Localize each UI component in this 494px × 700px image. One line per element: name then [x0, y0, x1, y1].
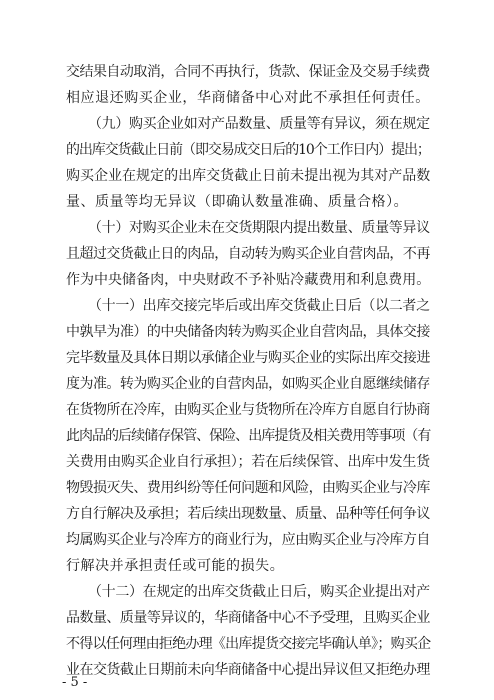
paragraph-line: 完毕数量及具体日期以承储企业与购买企业的实际出库交接进	[66, 350, 430, 366]
paragraph-line: 作为中央储备肉，中央财政不予补贴冷藏费用和利息费用。	[66, 272, 431, 288]
paragraph-line: 行解决并承担责任或可能的损失。	[66, 558, 285, 574]
paragraph-line: 中孰早为准）的中央储备肉转为购买企业自营肉品，具体交接	[66, 324, 430, 340]
page-number: - 5 -	[62, 675, 88, 690]
paragraph-line: （九）购买企业如对产品数量、质量等有异议，须在规定	[88, 116, 430, 132]
paragraph-line: 量、质量等均无异议（即确认数量准确、质量合格）。	[66, 194, 409, 210]
paragraph-line: （十一）出库交接完毕后或出库交货截止日后（以二者之	[88, 298, 430, 314]
paragraph-line: 此肉品的后续储存保管、保险、出库提货及相关费用等事项（有	[66, 428, 431, 444]
paragraph-line: 度为准。转为购买企业的自营肉品，如购买企业自愿继续储存	[66, 376, 430, 392]
paragraph-line: 交结果自动取消，合同不再执行，货款、保证金及交易手续费	[66, 64, 430, 80]
paragraph-line: （十二）在规定的出库交货截止日后，购买企业提出对产	[88, 584, 430, 600]
paragraph-line: 均属购买企业与冷库方的商业行为，应由购买企业与冷库方自	[66, 532, 430, 548]
paragraph-line: 的出库交货截止日前（即交易成交日后的10个工作日内）提出；	[66, 142, 430, 158]
paragraph-line: 在货物所在冷库，由购买企业与货物所在冷库方自愿自行协商	[66, 402, 430, 418]
paragraph-line: 方自行解决及承担；若后续出现数量、质量、品种等任何争议	[66, 506, 430, 522]
paragraph-line: 业在交货截止日期前未向华商储备中心提出异议但又拒绝办理	[66, 662, 430, 678]
paragraph-line: 物毁损灭失、费用纠纷等任何问题和风险，由购买企业与冷库	[66, 480, 430, 496]
paragraph-line: 且超过交货截止日的肉品，自动转为购买企业自营肉品，不再	[66, 246, 430, 262]
paragraph-line: 购买企业在规定的出库交货截止日前未提出视为其对产品数	[66, 168, 431, 184]
paragraph-line: 品数量、质量等异议的，华商储备中心不予受理，且购买企业	[66, 610, 430, 626]
paragraph-line: 不得以任何理由拒绝办理《出库提货交接完毕确认单》；购买企	[66, 636, 431, 652]
paragraph-line: 关费用由购买企业自行承担）；若在后续保管、出库中发生货	[66, 454, 430, 470]
paragraph-line: （十）对购买企业未在交货期限内提出数量、质量等异议	[88, 220, 430, 236]
paragraph-line: 相应退还购买企业，华商储备中心对此不承担任何责任。	[66, 90, 430, 106]
